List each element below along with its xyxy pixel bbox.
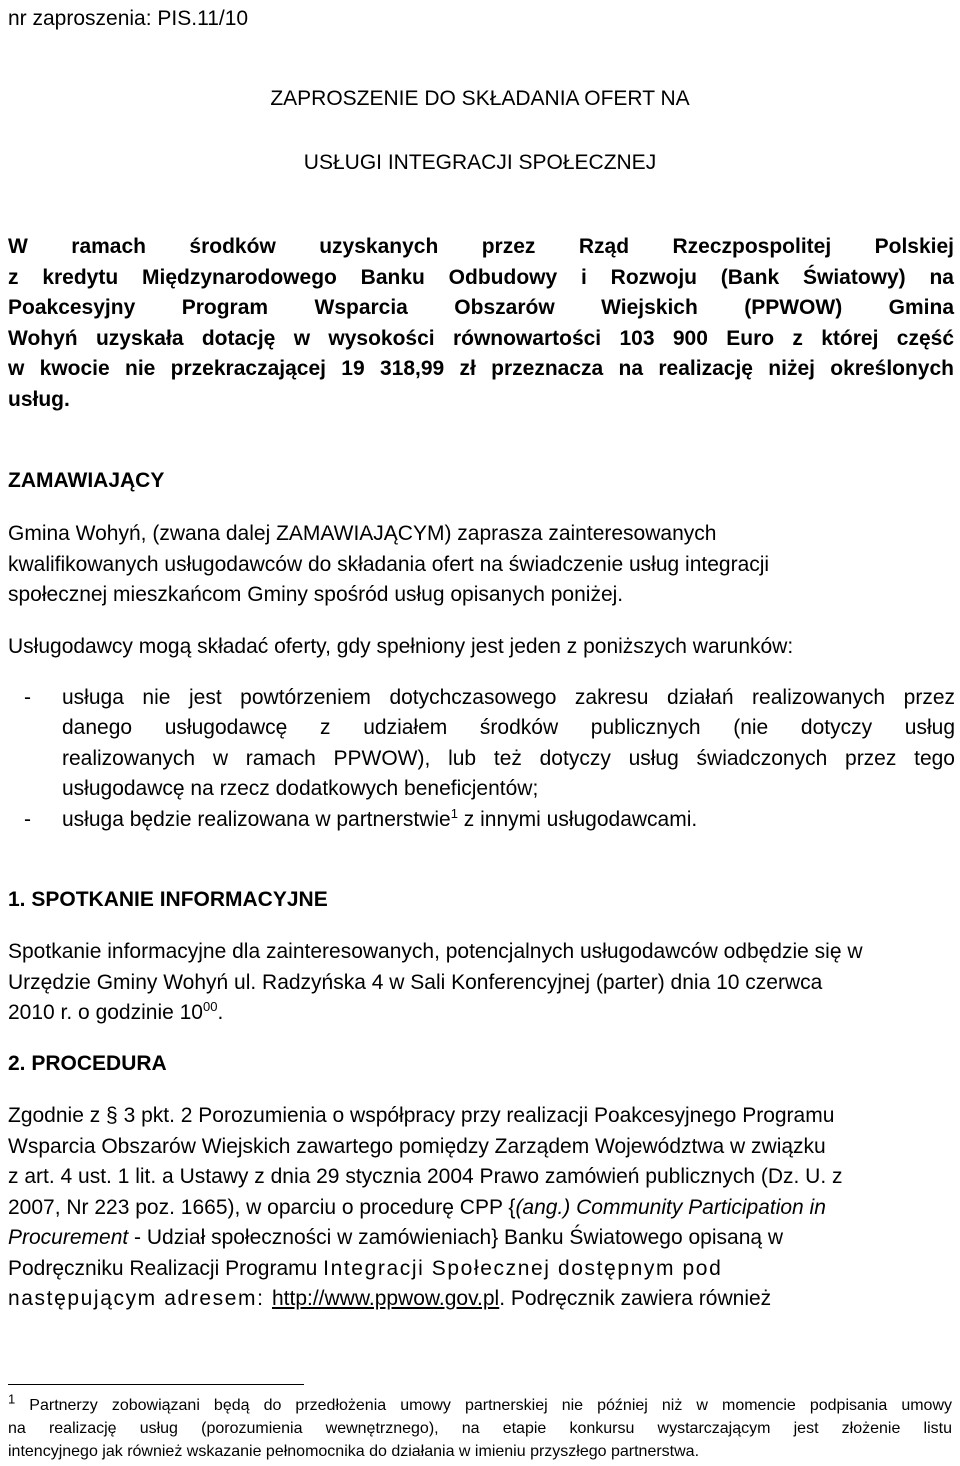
section-heading-2: 2. PROCEDURA — [8, 1052, 167, 1075]
footnote-line: intencyjnego jak również wskazanie pełnomocnika do działania w imieniu przyszłego partnerstwa. — [8, 1443, 700, 1460]
list-bullet: - — [24, 808, 31, 831]
paragraph-line: Urzędzie Gminy Wohyń ul. Radzyńska 4 w Sali Konferencyjnej (parter) dnia 10 czerwca — [8, 971, 823, 994]
paragraph-line: następującym adresem: http://www.ppwow.gov.pl. Podręcznik zawiera również — [8, 1287, 772, 1310]
list-item-line: usługa będzie realizowana w partnerstwie$^1$ z innymi usługodawcami. — [62, 806, 698, 831]
paragraph-line: 2007, Nr 223 poz. 1665), w oparciu o procedurę CPP {(ang.) Community Participation in — [8, 1196, 826, 1219]
intro-line: Poakcesyjny Program Wsparcia Obszarów Wiejskich (PPWOW) Gmina — [8, 296, 954, 319]
section-heading-contracting: ZAMAWIAJĄCY — [8, 469, 165, 492]
paragraph-line: Zgodnie z § 3 pkt. 2 Porozumienia o współpracy przy realizacji Poakcesyjnego Programu — [8, 1104, 835, 1127]
intro-line: Wohyń uzyskała dotację w wysokości równowartości 103 900 Euro z której część — [8, 327, 954, 350]
footnote-marker: 1 — [8, 1391, 16, 1407]
paragraph-line: z art. 4 ust. 1 lit. a Ustawy z dnia 29 stycznia 2004 Prawo zamówień publicznych (Dz. U. z — [8, 1165, 843, 1188]
paragraph-line: Podręczniku Realizacji Programu Integracji Społecznej dostępnym pod — [8, 1257, 723, 1280]
paragraph-line: społecznej mieszkańcom Gminy spośród usług opisanych poniżej. — [8, 583, 624, 606]
footnote-line: $^1$ Partnerzy zobowiązani będą do przedłożenia umowy partnerskiej nie później niż w momencie podpisania umowy — [8, 1391, 952, 1414]
list-item-line: danego usługodawcę z udziałem środków publicznych (nie dotyczy usług — [62, 716, 955, 739]
footnote-line: na realizację usług (porozumienia wewnętrznego), na etapie konkursu wystarczającym jest złożenie listu — [8, 1420, 952, 1437]
paragraph-line: kwalifikowanych usługodawców do składania ofert na świadczenie usług integracji — [8, 553, 770, 576]
list-item-line: usługodawcę na rzecz dodatkowych beneficjentów; — [62, 777, 539, 800]
intro-line: w kwocie nie przekraczającej 19 318,99 zł przeznacza na realizację niżej określonych — [8, 357, 954, 380]
paragraph-line: 2010 r. o godzinie $10^{00}$. — [8, 999, 224, 1024]
ppwow-link[interactable]: http://www.ppwow.gov.pl — [271, 1287, 500, 1310]
paragraph-line: Procurement - Udział społeczności w zamówieniach} Banku Światowego opisaną w — [8, 1226, 784, 1249]
paragraph-line: Spotkanie informacyjne dla zainteresowanych, potencjalnych usługodawców odbędzie się w — [8, 940, 863, 963]
conditions-intro: Usługodawcy mogą składać oferty, gdy spełniony jest jeden z poniższych warunków: — [8, 635, 794, 658]
list-item-line: usługa nie jest powtórzeniem dotychczasowego zakresu działań realizowanych przez — [62, 686, 955, 709]
document-subtitle: USŁUGI INTEGRACJI SPOŁECZNEJ — [303, 151, 657, 174]
list-bullet: - — [24, 686, 31, 709]
list-item-line: realizowanych w ramach PPWOW), lub też dotyczy usług świadczonych przez tego — [62, 747, 955, 770]
document-title: ZAPROSZENIE DO SKŁADANIA OFERT NA — [270, 87, 690, 110]
paragraph-line: Wsparcia Obszarów Wiejskich zawartego pomiędzy Zarządem Województwa w związku — [8, 1135, 826, 1158]
intro-line: z kredytu Międzynarodowego Banku Odbudowy i Rozwoju (Bank Światowy) na — [8, 266, 954, 289]
intro-line: W ramach środków uzyskanych przez Rząd Rzeczpospolitej Polskiej — [8, 235, 954, 258]
intro-line: usług. — [8, 388, 70, 411]
footnote-reference: 1 — [450, 806, 458, 821]
paragraph-line: Gmina Wohyń, (zwana dalej ZAMAWIAJĄCYM) zaprasza zainteresowanych — [8, 522, 717, 545]
footnote-separator — [8, 1384, 304, 1385]
section-heading-1: 1. SPOTKANIE INFORMACYJNE — [8, 888, 328, 911]
reference-number: nr zaproszenia: PIS.11/10 — [8, 7, 249, 30]
